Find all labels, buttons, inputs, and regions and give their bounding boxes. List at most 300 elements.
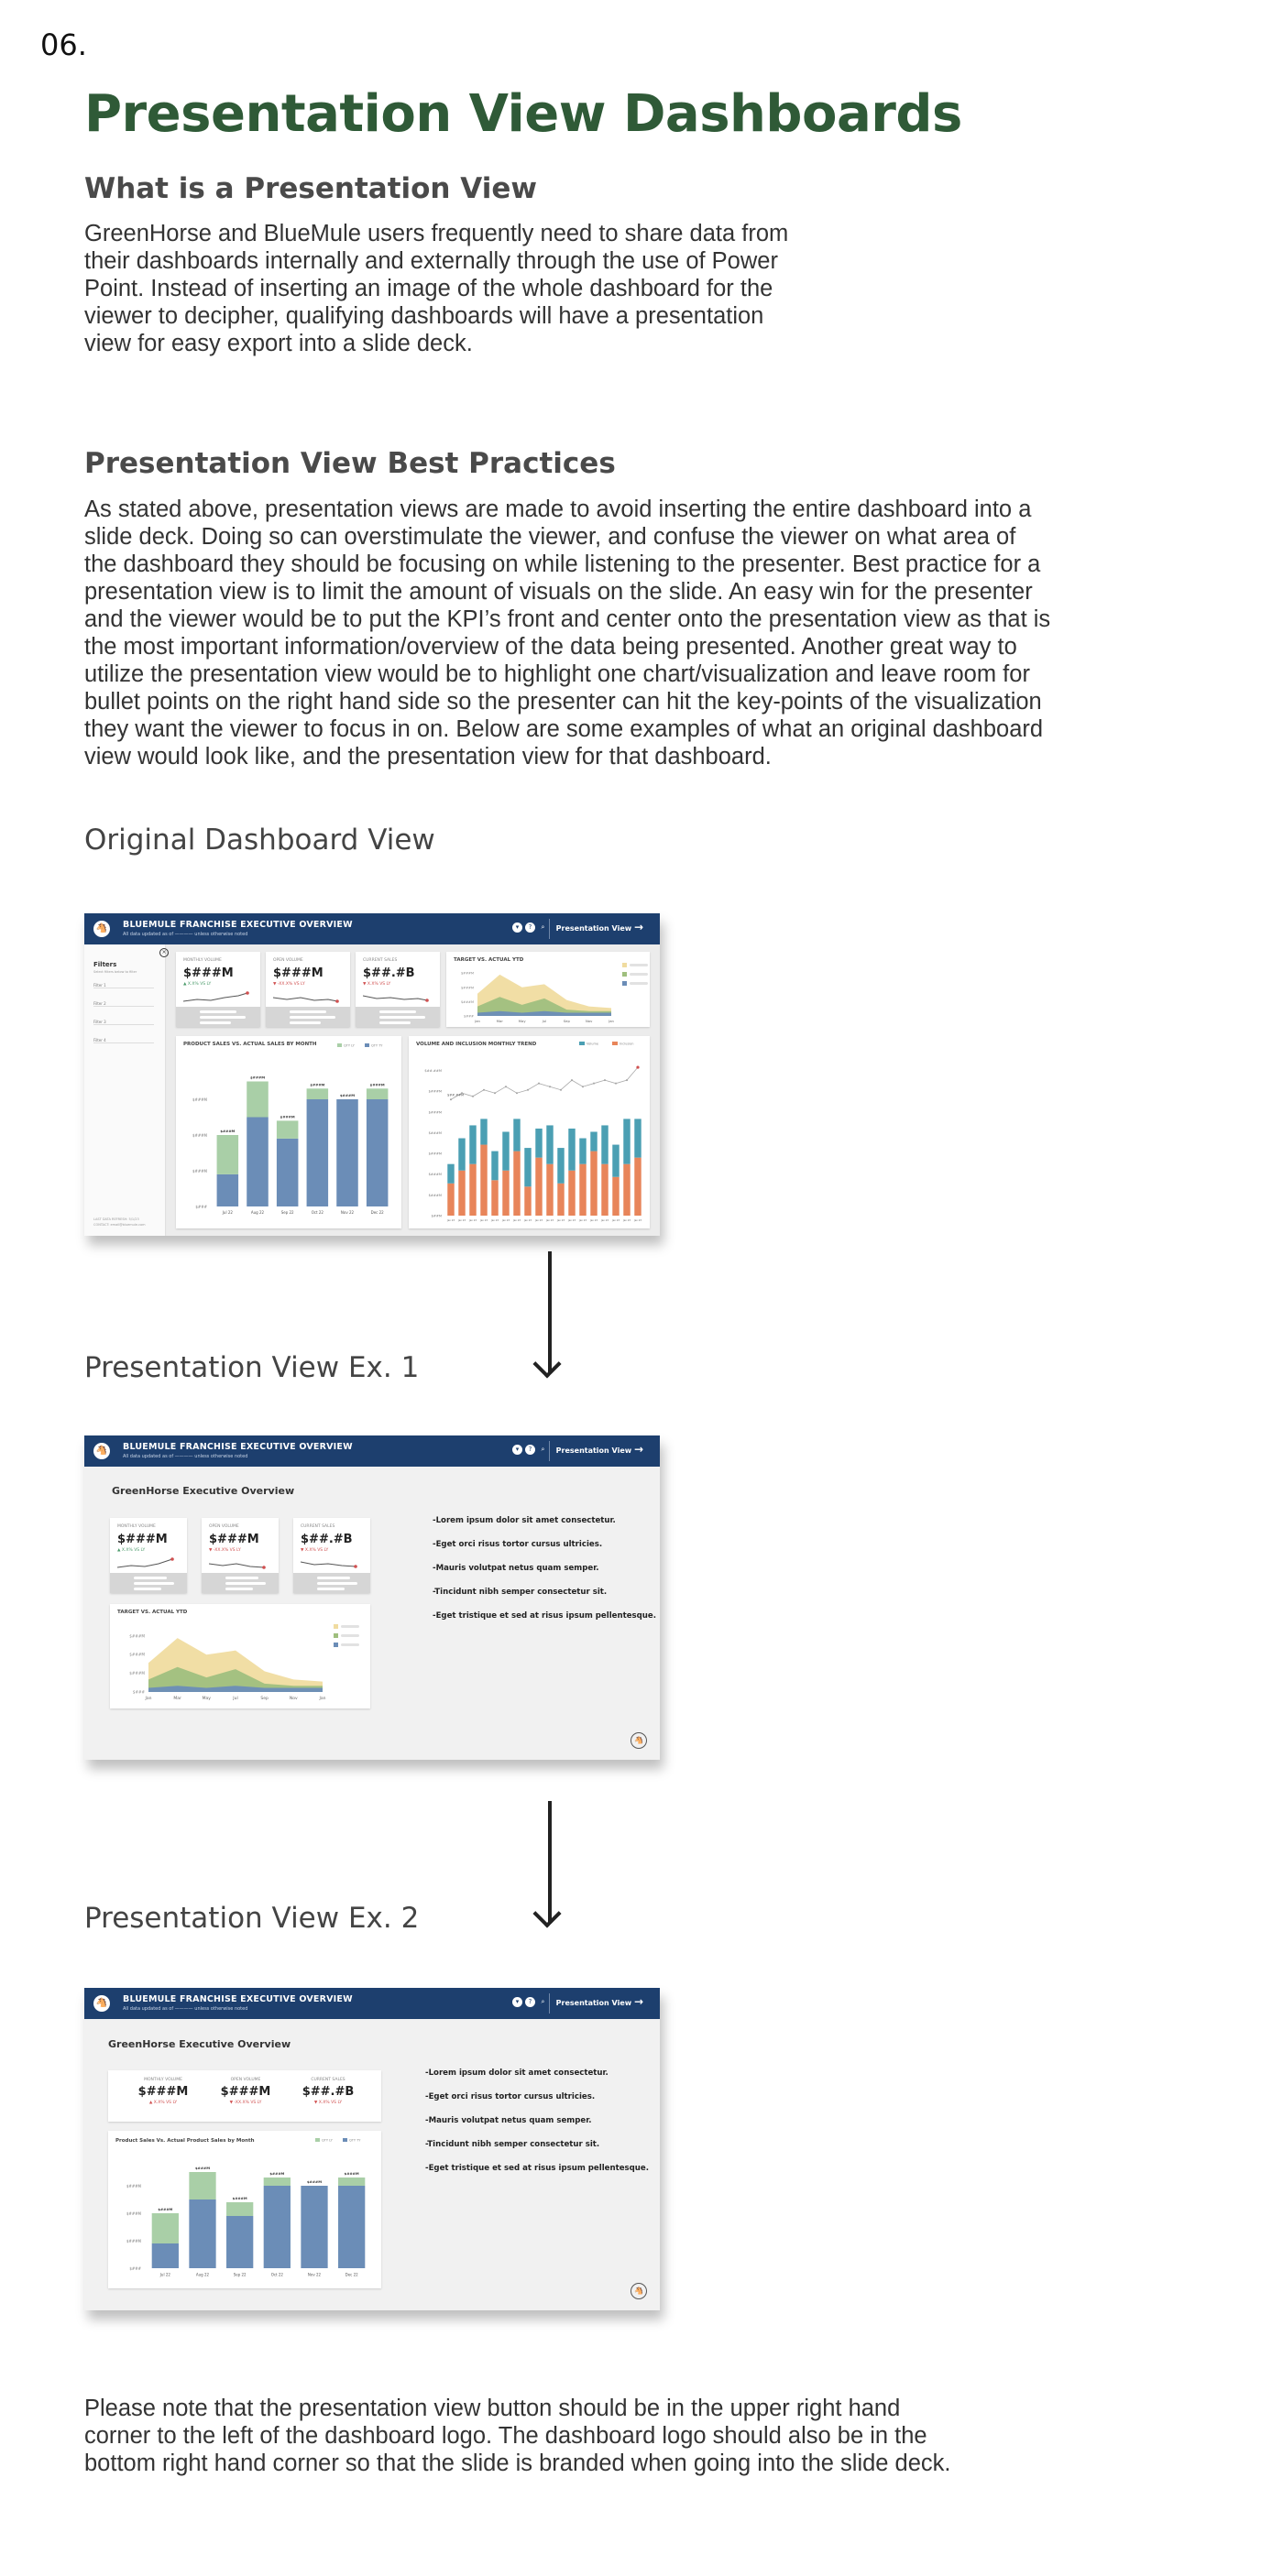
filters-title: Filters — [93, 961, 117, 968]
mule-logo-icon: 🐴 — [93, 1995, 110, 2012]
y-tick-label: $##.##M — [424, 1069, 442, 1074]
legend-label: QTY TY — [371, 1043, 383, 1048]
text-line: presentation view is to limit the amount of visuals on the slide. An easy win for the presenter — [84, 579, 1033, 605]
chart-title: VOLUME AND INCLUSION MONTHLY TREND — [416, 1042, 537, 1047]
chart-title: Product Sales Vs. Actual Product Sales by Month — [115, 2138, 255, 2144]
kpi-value: $##.#B — [301, 1533, 353, 1546]
presentation-view-ex2-mockup — [84, 1988, 660, 2310]
x-tick-label: Jan 23 — [556, 1219, 565, 1222]
x-tick-label: Jan — [475, 1020, 480, 1023]
x-tick-label: Jan 23 — [622, 1219, 631, 1222]
page-title: Presentation View Dashboards — [84, 84, 962, 144]
kpi-item — [209, 2078, 282, 2105]
contact-note: CONTACT: email@bluemule.com — [93, 1223, 146, 1227]
x-tick-label: Dec 22 — [345, 2272, 358, 2277]
bar-data-label: $###M — [195, 2166, 210, 2170]
kpi-strip — [108, 2070, 381, 2122]
bar-volume — [634, 1158, 641, 1216]
bullet-item: -Eget orci risus tortor cursus ultricies. — [425, 2092, 596, 2101]
kpi-label: CURRENT SALES — [311, 2078, 345, 2082]
search-icon[interactable]: ⌕ — [541, 923, 545, 931]
x-tick-label: Jan 23 — [446, 1219, 455, 1222]
bullet-list — [425, 2068, 649, 2188]
y-tick-label: $### — [463, 1014, 474, 1019]
y-tick-label: $###M — [126, 2211, 141, 2216]
slide-subtitle: GreenHorse Executive Overview — [112, 1485, 295, 1497]
legend-swatch — [343, 2138, 347, 2142]
x-tick-label: Mar — [496, 1020, 503, 1023]
x-tick-label: Jan 23 — [600, 1219, 609, 1222]
legend-label: QTY LY — [322, 2138, 333, 2143]
close-icon[interactable]: × — [159, 948, 169, 957]
x-tick-label: Aug 22 — [250, 1210, 265, 1215]
bar-inclusion — [502, 1131, 509, 1170]
bar-data-label: $###M — [344, 2171, 359, 2176]
kpi-item — [126, 2078, 200, 2105]
help-icon[interactable]: ? — [525, 922, 535, 933]
bar-data-label: $###M — [369, 1082, 385, 1087]
line-point-highlight — [636, 1065, 639, 1068]
sparkline — [363, 990, 433, 1003]
bar-actual — [264, 2186, 291, 2268]
kpi-value: $###M — [220, 2085, 271, 2099]
x-tick-label: Nov 22 — [340, 1210, 355, 1215]
x-tick-label: Jul 22 — [222, 1210, 233, 1215]
bar-volume — [568, 1171, 575, 1216]
legend-swatch — [612, 1042, 618, 1045]
bar-actual — [247, 1118, 269, 1207]
bullet-item: -Eget orci risus tortor cursus ultricies. — [433, 1540, 603, 1549]
y-tick-label: $### — [129, 2266, 141, 2271]
page-number: 06. — [40, 27, 87, 62]
x-tick-label: Jan 23 — [611, 1219, 620, 1222]
bar-inclusion — [480, 1119, 487, 1144]
bar-inclusion — [513, 1119, 520, 1151]
x-tick-label: Oct 22 — [270, 2272, 283, 2277]
kpi-change: ▼ X.X% VS LY — [313, 2101, 343, 2105]
chart-title: TARGET VS. ACTUAL YTD — [454, 957, 524, 963]
kpi-label: OPEN VOLUME — [209, 1524, 239, 1529]
x-tick-label: Sep — [260, 1697, 269, 1701]
text-line: As stated above, presentation views are made to avoid inserting the entire dashboard into a — [84, 497, 1032, 522]
kpi-label: MONTHLY VOLUME — [117, 1524, 156, 1529]
sparkline — [209, 1556, 273, 1569]
bullet-item: -Eget tristique et sed at risus ipsum pellentesque. — [425, 2164, 650, 2173]
text-line: their dashboards internally and externally through the use of Power — [84, 248, 778, 274]
bar-volume — [535, 1158, 542, 1216]
bar-inclusion — [634, 1119, 641, 1157]
kpi-change: ▼ -XX.X% VS LY — [229, 2101, 262, 2105]
kpi-card — [176, 952, 260, 1027]
section-heading-ex1: Presentation View Ex. 1 — [84, 1351, 420, 1384]
bar-volume — [447, 1184, 454, 1216]
text-line: utilize the presentation view would be to highlight one chart/visualization and leave room for — [84, 661, 1030, 687]
bar-data-label: $###M — [307, 2179, 322, 2184]
target-vs-actual-card — [446, 952, 650, 1027]
bar-volume — [557, 1184, 564, 1216]
kpi-change: ▲ X.X% VS LY — [183, 982, 212, 987]
target-vs-actual-card — [110, 1604, 370, 1708]
bar-actual — [189, 2199, 215, 2268]
y-tick-label: $###M — [428, 1110, 442, 1115]
kpi-value: $###M — [273, 966, 323, 980]
text-line: the most important information/overview of the data being presented. Another great way to — [84, 634, 1017, 660]
y-tick-label: $###M — [428, 1152, 442, 1156]
bar-data-label: $###M — [158, 2207, 173, 2211]
arrow-right-icon: → — [633, 921, 643, 933]
mule-logo-icon: 🐴 — [93, 1443, 110, 1459]
x-tick-label: Jan 23 — [633, 1219, 642, 1222]
kpi-label: CURRENT SALES — [301, 1524, 335, 1529]
bar-inclusion — [579, 1139, 586, 1164]
kpi-value: $###M — [183, 966, 234, 980]
text-line: and the viewer would be to put the KPI’s front and center onto the presentation view as that is — [84, 606, 1051, 632]
kpi-label: CURRENT SALES — [363, 958, 398, 963]
bar-target-gap — [367, 1088, 389, 1099]
x-tick-label: Jan — [319, 1697, 326, 1701]
section-heading-original: Original Dashboard View — [84, 824, 435, 857]
arrow-head-icon — [532, 1899, 561, 1927]
kpi-label: OPEN VOLUME — [230, 2078, 261, 2082]
bar-volume — [491, 1180, 498, 1216]
kpi-change: ▼ -XX.X% VS LY — [209, 1548, 241, 1553]
x-tick-label: Jan 23 — [479, 1219, 488, 1222]
y-tick-label: $###M — [428, 1173, 442, 1177]
bar-inclusion — [458, 1139, 465, 1171]
dashboard-title: BLUEMULE FRANCHISE EXECUTIVE OVERVIEW — [123, 1442, 353, 1452]
presentation-view-button[interactable]: Presentation View → — [555, 921, 643, 933]
bar-actual — [367, 1099, 389, 1206]
legend-placeholder — [630, 964, 648, 966]
x-tick-label: Jan — [145, 1697, 152, 1701]
y-tick-label: $### — [132, 1689, 145, 1695]
bar-volume — [480, 1145, 487, 1216]
bar-volume — [590, 1152, 597, 1216]
divider — [549, 1441, 550, 1461]
x-tick-label: Aug 22 — [195, 2272, 210, 2277]
area-chart — [110, 1604, 370, 1708]
bullet-item: -Mauris volutpat netus quam semper. — [425, 2116, 592, 2125]
bar-actual — [338, 2186, 365, 2268]
product-sales-card — [176, 1036, 401, 1228]
y-tick-label: $###M — [129, 1633, 145, 1639]
legend-placeholder — [630, 973, 648, 976]
filter-icon[interactable]: ▾ — [512, 1997, 522, 2007]
bar-inclusion — [568, 1129, 575, 1171]
x-tick-label: Jan 23 — [523, 1219, 532, 1222]
bar-target-gap — [264, 2178, 291, 2186]
mule-logo-icon: 🐴 — [93, 921, 110, 937]
divider — [549, 919, 550, 939]
y-tick-label: $###M — [192, 1097, 207, 1102]
text-line: bullet points on the right hand side so the presenter can hit the key-points of the visualization — [84, 689, 1042, 715]
divider — [549, 1993, 550, 2014]
text-line: bottom right hand corner so that the slide is branded when going into the slide deck. — [84, 2450, 951, 2476]
kpi-detail-strip — [176, 1007, 260, 1027]
bar-data-label: $###M — [232, 2196, 247, 2200]
legend-placeholder — [341, 1643, 359, 1646]
bar-chart — [176, 1036, 401, 1228]
y-tick-label: $###M — [126, 2184, 141, 2189]
filter-icon[interactable]: ▾ — [512, 922, 522, 933]
kpi-label: OPEN VOLUME — [273, 958, 303, 963]
bar-data-label: $###M — [340, 1093, 355, 1097]
dashboard-header — [84, 1988, 660, 2019]
bar-data-label: $###M — [250, 1075, 265, 1080]
text-line: slide deck. Doing so can overstimulate the viewer, and confuse the viewer on what area of — [84, 524, 1016, 550]
bar-actual — [307, 1099, 329, 1206]
x-tick-label: Jan 23 — [578, 1219, 587, 1222]
bar-data-label: $###M — [280, 1114, 295, 1119]
x-tick-label: Mar — [173, 1697, 181, 1701]
y-tick-label: $### — [195, 1205, 207, 1209]
x-tick-label: May — [202, 1697, 211, 1701]
y-tick-label: $###M — [192, 1169, 207, 1173]
bar-target-gap — [338, 2178, 365, 2186]
dashboard-title: BLUEMULE FRANCHISE EXECUTIVE OVERVIEW — [123, 1994, 353, 2004]
kpi-label: MONTHLY VOLUME — [144, 2078, 182, 2082]
bar-inclusion — [524, 1148, 531, 1186]
y-tick-label: $###M — [460, 971, 474, 976]
bar-inclusion — [623, 1119, 630, 1163]
legend-placeholder — [341, 1625, 359, 1628]
bar-volume — [524, 1186, 531, 1216]
kpi-change: ▼ X.X% VS LY — [301, 1548, 329, 1553]
bullet-item: -Mauris volutpat netus quam semper. — [433, 1564, 599, 1573]
y-tick-label: $###M — [460, 999, 474, 1004]
text-line: GreenHorse and BlueMule users frequently need to share data from — [84, 221, 789, 246]
bar-target-gap — [277, 1120, 299, 1139]
section-best-practices-body — [84, 496, 1050, 770]
presentation-view-button[interactable]: Presentation View → — [555, 1995, 643, 2008]
bar-actual — [277, 1139, 299, 1206]
kpi-value: $###M — [137, 2085, 189, 2099]
y-tick-label: $##M — [431, 1214, 442, 1218]
legend-placeholder — [630, 982, 648, 985]
dashboard-title: BLUEMULE FRANCHISE EXECUTIVE OVERVIEW — [123, 920, 353, 930]
kpi-detail-strip — [202, 1573, 279, 1593]
kpi-detail-strip — [110, 1573, 187, 1593]
bar-target-gap — [307, 1088, 329, 1099]
mule-logo-icon: 🐴 — [631, 1732, 647, 1749]
legend-label: Volume — [587, 1042, 599, 1046]
bar-actual — [226, 2216, 253, 2268]
bullet-item: -Tincidunt nibh semper consectetur sit. — [433, 1588, 608, 1597]
dashboard-subtitle: All data updated as of ———— unless otherwise noted — [123, 1454, 248, 1459]
legend-swatch — [622, 981, 627, 986]
bar-chart — [108, 2131, 381, 2288]
legend-swatch — [622, 963, 627, 967]
bullet-item: -Eget tristique et sed at risus ipsum pellentesque. — [433, 1611, 657, 1621]
x-tick-label: Jan 23 — [457, 1219, 466, 1222]
slide-subtitle: GreenHorse Executive Overview — [108, 2038, 291, 2050]
y-tick-label: $###M — [428, 1193, 442, 1197]
legend-swatch — [315, 2138, 320, 2142]
presentation-view-ex1-mockup — [84, 1435, 660, 1760]
x-tick-label: Jan 23 — [468, 1219, 477, 1222]
closing-note — [84, 2395, 951, 2477]
legend-swatch — [337, 1043, 342, 1047]
bar-volume — [579, 1164, 586, 1216]
arrow-right-icon: → — [633, 1443, 643, 1456]
kpi-change: ▲ X.X% VS LY — [117, 1548, 146, 1553]
x-tick-label: May — [518, 1020, 526, 1023]
bar-inclusion — [546, 1125, 553, 1163]
refresh-note: LAST DATA REFRESH: 5/1/23 — [93, 1217, 139, 1221]
bar-actual — [301, 2186, 327, 2268]
line-data-label: $##.##M — [447, 1093, 465, 1097]
x-tick-label: Sep — [563, 1020, 570, 1023]
x-tick-label: Jan 23 — [534, 1219, 543, 1222]
help-icon[interactable]: ? — [525, 1445, 535, 1455]
bar-actual — [217, 1174, 239, 1206]
volume-trend-card — [409, 1036, 650, 1228]
product-sales-card — [108, 2131, 381, 2288]
chart-title: PRODUCT SALES VS. ACTUAL SALES BY MONTH — [183, 1042, 317, 1047]
bar-target-gap — [247, 1082, 269, 1118]
bar-inclusion — [590, 1131, 597, 1151]
legend-swatch — [334, 1633, 338, 1638]
kpi-change: ▼ -XX.X% VS LY — [273, 982, 305, 987]
bar-target-gap — [152, 2213, 179, 2243]
text-line: view would look like, and the presentation view for that dashboard. — [84, 744, 772, 770]
filters-subtitle: Select filters below to filter — [93, 970, 137, 974]
bar-inclusion — [557, 1148, 564, 1184]
bar-inclusion — [535, 1129, 542, 1158]
legend-swatch — [622, 972, 627, 977]
kpi-card — [202, 1518, 279, 1593]
legend-label: QTY LY — [344, 1043, 355, 1048]
x-tick-label: Jan 23 — [512, 1219, 521, 1222]
sparkline — [117, 1556, 181, 1569]
dashboard-header — [84, 1435, 660, 1467]
y-tick-label: $###M — [460, 986, 474, 990]
x-tick-label: Jul — [542, 1020, 547, 1023]
x-tick-label: Jan 23 — [501, 1219, 510, 1222]
filter-dropdown[interactable]: Filter 4 — [93, 1038, 154, 1043]
filter-dropdown[interactable]: Filter 2 — [93, 1001, 154, 1007]
filter-dropdown[interactable]: Filter 1 — [93, 983, 154, 988]
x-tick-label: Jan 23 — [490, 1219, 499, 1222]
text-line: viewer to decipher, qualifying dashboards will have a presentation — [84, 303, 764, 329]
x-tick-label: Nov — [586, 1020, 593, 1023]
bar-actual — [336, 1099, 358, 1206]
kpi-value: $##.#B — [302, 2085, 355, 2099]
help-icon[interactable]: ? — [525, 1997, 535, 2007]
kpi-value: $###M — [117, 1533, 168, 1546]
trend-line — [451, 1067, 638, 1099]
kpi-card — [110, 1518, 187, 1593]
legend-swatch — [365, 1043, 369, 1047]
text-line: Point. Instead of inserting an image of the whole dashboard for the — [84, 276, 773, 301]
filter-icon[interactable]: ▾ — [512, 1445, 522, 1455]
presentation-view-button[interactable]: Presentation View → — [555, 1443, 643, 1456]
kpi-detail-strip — [356, 1007, 440, 1027]
kpi-card — [356, 952, 440, 1027]
search-icon[interactable]: ⌕ — [541, 1446, 545, 1453]
bar-volume — [623, 1164, 630, 1216]
bar-volume — [546, 1164, 553, 1216]
kpi-value: $###M — [209, 1533, 259, 1546]
text-line: corner to the left of the dashboard logo. The dashboard logo should also be in the — [84, 2423, 927, 2449]
bar-volume — [513, 1152, 520, 1216]
y-tick-label: $###M — [192, 1133, 207, 1138]
kpi-change: ▲ X.X% VS LY — [148, 2101, 178, 2105]
area-chart — [446, 952, 650, 1027]
arrow-head-icon — [532, 1349, 561, 1378]
legend-swatch — [334, 1643, 338, 1647]
bar-actual — [152, 2243, 179, 2268]
filter-dropdown[interactable]: Filter 3 — [93, 1020, 154, 1025]
sparkline — [183, 990, 253, 1003]
bullet-item: -Lorem ipsum dolor sit amet consectetur. — [425, 2068, 609, 2078]
bar-volume — [458, 1171, 465, 1216]
sparkline — [301, 1556, 365, 1569]
legend-swatch — [579, 1042, 585, 1045]
search-icon[interactable]: ⌕ — [541, 1998, 545, 2005]
x-tick-label: Dec 22 — [370, 1210, 384, 1215]
x-tick-label: Jan — [609, 1020, 614, 1023]
x-tick-label: Jan 23 — [567, 1219, 576, 1222]
bullet-list — [433, 1516, 656, 1635]
sparkline — [273, 990, 343, 1003]
x-tick-label: Sep 22 — [280, 1210, 294, 1215]
bar-inclusion — [469, 1125, 476, 1163]
y-tick-label: $###M — [129, 1652, 145, 1657]
kpi-item — [291, 2078, 365, 2105]
bar-volume — [502, 1171, 509, 1216]
bar-inclusion — [612, 1145, 619, 1177]
bar-data-label: $###M — [269, 2171, 285, 2176]
kpi-label: MONTHLY VOLUME — [183, 958, 222, 963]
x-tick-label: Jan 23 — [545, 1219, 554, 1222]
bar-target-gap — [226, 2202, 253, 2216]
kpi-change: ▼ X.X% VS LY — [363, 982, 391, 987]
section-heading-ex2: Presentation View Ex. 2 — [84, 1902, 420, 1935]
bar-inclusion — [601, 1125, 608, 1163]
legend-label: QTY TY — [349, 2138, 361, 2143]
dashboard-subtitle: All data updated as of ———— unless otherwise noted — [123, 932, 248, 937]
filters-panel — [84, 944, 165, 1236]
bar-volume — [601, 1164, 608, 1216]
dashboard-subtitle: All data updated as of ———— unless otherwise noted — [123, 2006, 248, 2012]
chart-title: TARGET VS. ACTUAL YTD — [117, 1610, 188, 1615]
bar-inclusion — [447, 1164, 454, 1184]
kpi-card — [293, 1518, 370, 1593]
kpi-value: $##.#B — [363, 966, 415, 980]
bar-volume — [469, 1164, 476, 1216]
dashboard-header — [84, 913, 660, 944]
text-line: view for easy export into a slide deck. — [84, 331, 473, 356]
x-tick-label: Jul 22 — [159, 2272, 170, 2277]
legend-placeholder — [341, 1634, 359, 1637]
kpi-card — [266, 952, 350, 1027]
section-heading-best-practices: Presentation View Best Practices — [84, 447, 616, 480]
kpi-detail-strip — [266, 1007, 350, 1027]
legend-swatch — [334, 1624, 338, 1629]
text-line: the dashboard they should be focusing on while listening to the presenter. Best practice for a — [84, 551, 1041, 577]
mule-logo-icon: 🐴 — [631, 2283, 647, 2299]
bar-target-gap — [189, 2172, 215, 2199]
bar-inclusion — [491, 1152, 498, 1181]
kpi-detail-strip — [293, 1573, 370, 1593]
legend-label: Inclusion — [620, 1042, 634, 1046]
section-what-is-body — [84, 220, 788, 357]
arrow-right-icon: → — [633, 1995, 643, 2008]
y-tick-label: $###M — [126, 2239, 141, 2243]
x-tick-label: Oct 22 — [311, 1210, 323, 1215]
bar-target-gap — [217, 1135, 239, 1174]
